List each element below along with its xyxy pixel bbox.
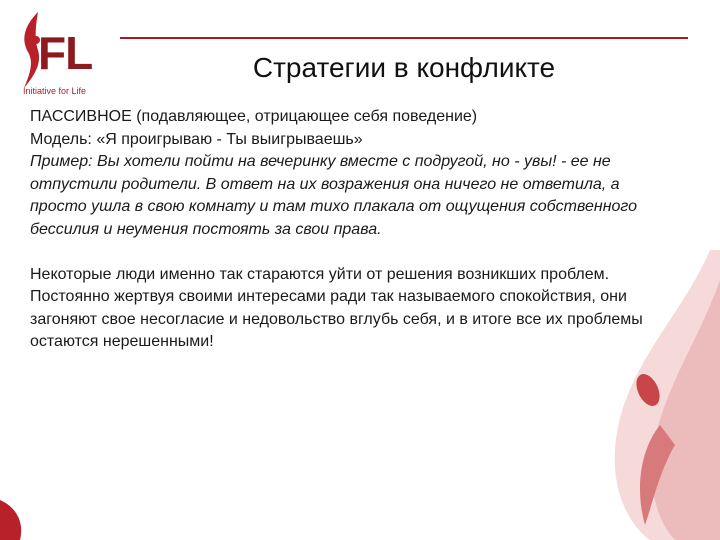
- paragraph-1: Некоторые люди именно так стараются уйти от решения возникших проблем.: [30, 265, 610, 283]
- corner-decoration-icon: [0, 490, 40, 540]
- paragraph-2: Постоянно жертвуя своими интересами ради так называемого спокойствия, они загоняют свое несогласие и недовольство вглубь себя, и в итоге все их проблемы остаются нерешенными!: [30, 288, 643, 351]
- logo-tagline: Initiative for Life: [23, 86, 87, 96]
- logo-text: FL: [38, 27, 93, 79]
- example-paragraph: Пример: Вы хотели пойти на вечеринку вместе с подругой, но - увы! - ее не отпустили родители. В ответ на их возражения она ничего не ответила, а просто ушла в свою комнату и там тихо плакала от ощущения собственного бессилия и неумения постоять за свои права.: [30, 153, 638, 238]
- page-title: Стратегии в конфликте: [252, 52, 556, 83]
- section-heading: ПАССИВНОЕ (подавляющее, отрицающее себя поведение): [30, 108, 478, 125]
- decorative-figure-icon: [560, 250, 720, 540]
- model-line: Модель: «Я проигрываю - Ты выигрываешь»: [30, 130, 363, 148]
- header-rule: [120, 37, 688, 39]
